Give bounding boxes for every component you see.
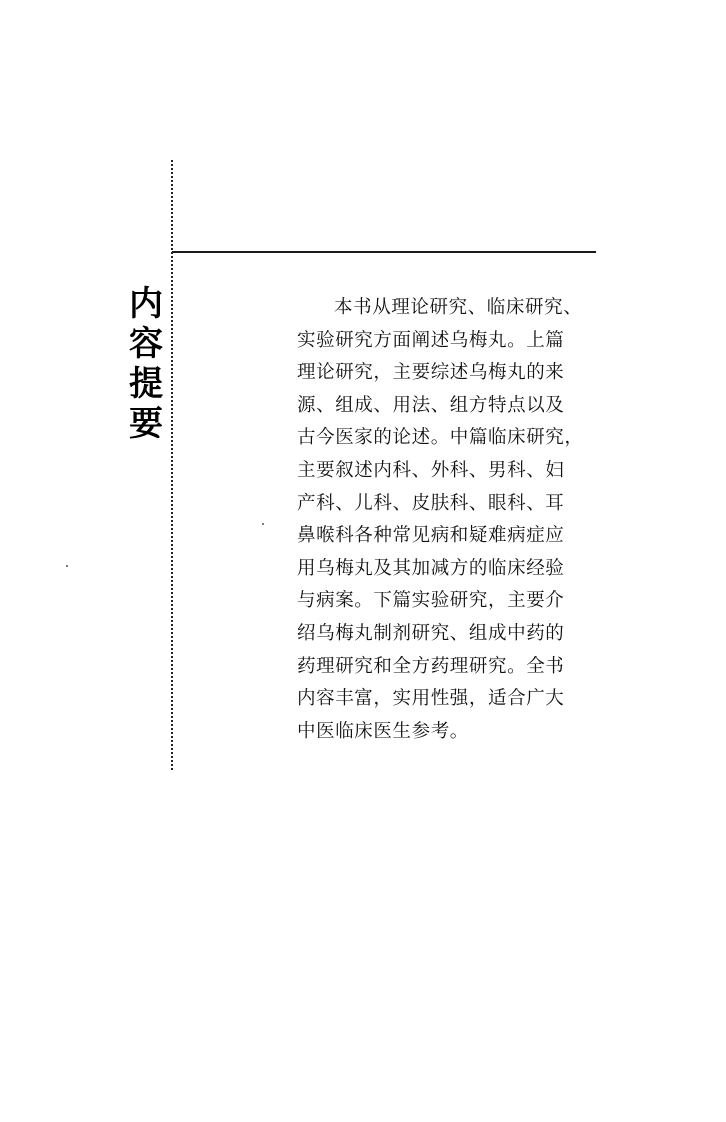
summary-line-2: 实验研究方面阐述乌梅丸。上篇 bbox=[297, 329, 565, 351]
summary-line-7: 产科、儿科、皮肤科、眼科、耳 bbox=[297, 492, 565, 514]
summary-line-10: 与病案。下篇实验研究，主要介 bbox=[297, 590, 565, 612]
summary-paragraph bbox=[297, 292, 599, 748]
title-char-2: 容 bbox=[129, 324, 163, 364]
title-char-3: 提 bbox=[129, 364, 163, 404]
title-char-4: 要 bbox=[129, 404, 163, 444]
summary-line-1: 本书从理论研究、临床研究、 bbox=[334, 297, 583, 318]
summary-line-13: 内容丰富，实用性强，适合广大 bbox=[297, 688, 565, 710]
horizontal-rule bbox=[172, 251, 596, 253]
summary-line-3: 理论研究，主要综述乌梅丸的来 bbox=[297, 362, 565, 384]
summary-line-9: 用乌梅丸及其加减方的临床经验 bbox=[297, 557, 565, 579]
scan-speck bbox=[66, 565, 68, 567]
scan-speck bbox=[262, 523, 264, 525]
summary-line-12: 药理研究和全方药理研究。全书 bbox=[297, 655, 565, 677]
summary-line-14: 中医临床医生参考。 bbox=[297, 720, 469, 742]
summary-line-8: 鼻喉科各种常见病和疑难病症应 bbox=[297, 525, 565, 547]
section-title bbox=[126, 284, 166, 444]
summary-line-5: 古今医家的论述。中篇临床研究， bbox=[297, 427, 584, 449]
title-char-1: 内 bbox=[129, 284, 163, 324]
summary-line-11: 绍乌梅丸制剂研究、组成中药的 bbox=[297, 622, 565, 644]
summary-line-4: 源、组成、用法、组方特点以及 bbox=[297, 394, 565, 416]
summary-line-6: 主要叙述内科、外科、男科、妇 bbox=[297, 459, 565, 481]
